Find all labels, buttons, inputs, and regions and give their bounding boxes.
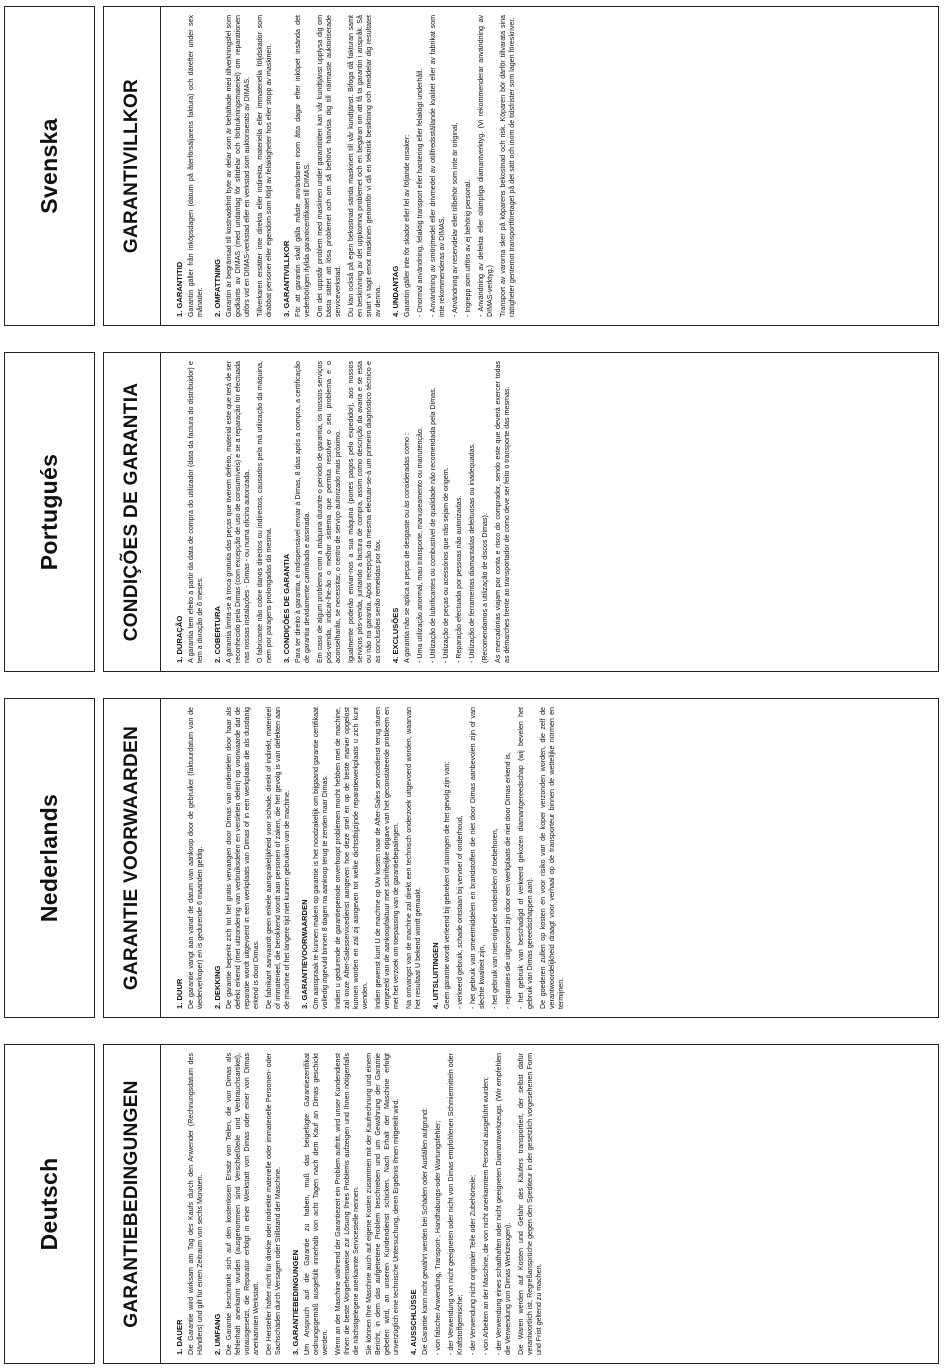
section-paragraph: De garantie vangt aan vanaf de datum van aankoop door de gebruiker (faktuurdatum van de wederverkoper) en is gedurende 6 maanden geldig.: [187, 707, 204, 1009]
section-paragraph: Der Hersteller haftet nicht für direkte oder indirekte materielle oder immaterielle Personen- oder Sachschäden durch Versagen oder Stillstand der Maschine.: [265, 1053, 282, 1355]
section-paragraph: - von falscher Anwendung, Transport-, Handhabungs-oder Wartungsfehler;: [434, 1120, 442, 1355]
section-paragraph: - Ingrepp som utförs av ej behörig personal.: [464, 179, 472, 317]
language-column: [4, 352, 939, 672]
section-heading: 2. DEKKING: [213, 965, 222, 1009]
section-heading: 3. GARANTIVILLKOR: [282, 240, 291, 317]
warranty-title: CONDIÇÕES DE GARANTIA: [104, 353, 161, 671]
section-paragraph: - verkeerd gebruik, schade ontstaan bij vervoer of onderhoud,: [456, 815, 464, 1009]
section-paragraph: O fabricante não cobre danos directos ou indirectos, causados pela má utilização da máquina, nem por paragens prolongadas da mesma.: [256, 361, 273, 663]
section-paragraph: As mercadorias viajam por conta e risco do comprador, sendo este que deverá exercer todas as démarches frente ao transportador de como deve ser feito o transporte das mesmas.: [494, 361, 511, 663]
section-paragraph: - het gebruik van beschadigd of verkeerd gekozen diamantgereedschap (wij bevelen het gebruik van Dimas gereedschappen aan).: [517, 707, 534, 1009]
section-paragraph: De garantie beperkt zich tot het gratis vervangen door Dimas van onderdelen door haar als defekt erkend (met uitzondering van verbruiksdelen en versleten delen) op voorwaarde dat de reparatie wordt uitgevoerd in een werkplaats van Dimas of in een werkplaats die als dusdanig erkend is door Dimas.: [225, 707, 260, 1009]
warranty-section: [282, 15, 383, 317]
section-paragraph: - Utilização de lubrificantes ou combustível de qualidade não recomendada pela Dimas.: [429, 387, 437, 663]
section-heading: 4. EXCLUSÕES: [391, 607, 400, 663]
section-paragraph: Igualmente poderão enviar-nos a sua máquina (portes pagos pelo expedidor), aos nossos serviços pós-venda, juntando a factura de compra, assim como descrição da avaria e se esta ou não na garantia. Após recepção da mesma efectuar-se-á um primeiro diagnóstico técnico e as conclusões serão remetidas por fax.: [347, 361, 382, 663]
warranty-section: [175, 361, 205, 663]
section-paragraph: Sie können Ihre Maschine auch auf eigene Kosten zusammen mit der Kaufrechnung und einem Bericht, in dem das aufgetretene Problem beschrieben und um Gewährung der Garantie gebeten wird, an unseren Kundendienst schicken. Nach Erhalt der Maschine erfolgt unverzüglich eine technische Untersuchung, deren Ergebnis Ihnen mitgeteilt wird.: [365, 1053, 400, 1355]
warranty-panel: [103, 352, 939, 672]
section-heading: 1. DAUER: [175, 1319, 184, 1355]
section-heading: 1. DURAÇÃO: [175, 615, 184, 663]
warranty-section: [431, 707, 566, 1009]
section-paragraph: - Reparação efectuada por pessoas não autorizadas.: [455, 495, 463, 663]
section-paragraph: För att garantin skall gälla måste användaren inom åtta dagar efter inköpet insända det vederbörligen ifyllda garanticertifikatet till DIMAS.: [294, 15, 311, 317]
section-paragraph: - Uma utilização anormal, mau transporte, manuseamento ou manutenção.: [416, 427, 424, 663]
section-paragraph: - het gebruik van smeermiddelen en brandstoffen die niet door Dimas aanbevolen zijn of van slechte kwaliteit zijn,: [469, 707, 486, 1009]
section-heading: 1. DUUR: [175, 978, 184, 1009]
warranty-section: [213, 15, 274, 317]
section-paragraph: De fabrikant aanvaardt geen enkele aansprakelijkheid voor schade, direkt of indirekt, materieel of immaterieel, die berokkend wordt aan personen of zaken, die het gevolg is van defekten aan de machine of het langere tijd niet kunnen gebruiken van de machine.: [265, 707, 291, 1009]
section-paragraph: - reparaties die uitgevoerd zijn door een werkplaats die niet door Dimas erkend is,: [504, 752, 512, 1009]
language-header: Nederlands: [4, 698, 95, 1018]
section-heading: 3. CONDIÇÕES DE GARANTIA: [282, 553, 291, 663]
section-heading: 2. UMFANG: [213, 1313, 222, 1355]
warranty-section: [175, 707, 205, 1009]
section-paragraph: Indien u gedurende de garantieperiode onverhoopt problemen mocht hebben met de machine, zal onze After-Salesservicedienst aangeven hoe deze snel en op de beste manier opgelost kunnen worden en zal zij aangeven tot welke dichtstbijzijnde reparatiewerkplaats u zich kunt wenden.: [334, 707, 369, 1009]
section-heading: 4. UITSLUITINGEN: [431, 942, 440, 1009]
language-header: Svenska: [4, 6, 95, 326]
warranty-section: [213, 1053, 283, 1355]
section-paragraph: A garantia não se aplica a peças de desgaste ou às consideradas como :: [403, 433, 411, 663]
warranty-panel: [103, 1044, 939, 1364]
section-paragraph: Garantin gäller från inköpsdagen (datum på återförsäljarens faktura) och därefter under sex månader.: [187, 15, 204, 317]
section-paragraph: (Recomendamos a utilização de discos Dimas).: [481, 513, 489, 663]
language-column: [4, 698, 939, 1018]
section-paragraph: Wenn an der Maschine während der Garantiezeit ein Problem auftritt, wird unser Kundendienst Ihnen die beste Vorgehensweise zur Lösung Ihres Problems aufzeigen und Ihnen nötigenfalls die nächstgelegene anerkannte Servicestelle nennen.: [334, 1053, 360, 1355]
section-paragraph: - Användning av defekta eller olämpliga diamantverktyg. (Vi rekommenderar användning av DIMAS-verktyg.): [477, 15, 494, 317]
section-paragraph: Transport av varorna sker på köparens bekostnad och risk. Köparen bör därför tillvarata sina rättigheter gentemot transportföretaget på det sätt och inom de tidsfrister som lagen föreskriver.: [499, 15, 516, 317]
warranty-section: [291, 1053, 401, 1355]
warranty-section: [213, 707, 292, 1009]
section-heading: 2. COBERTURA: [213, 606, 222, 663]
section-paragraph: Para ter direito à garantia, é indispensável enviar à Dimas, 8 dias após a compra, a certificação de garantia devidamente carimbada e assinada.: [294, 361, 311, 663]
warranty-section: [282, 361, 383, 663]
section-heading: 4. UNDANTAG: [391, 265, 400, 317]
section-paragraph: Indien gewenst kunt U de machine op Uw kosten naar de After-Sales servicedienst terug sturen vergezeld van de aankoopfaktuur met schriftelijke opgave van het geconstateerde probleem en met het verzoek om toepassing van de garantiebepalingen.: [374, 707, 400, 1009]
section-heading: 4. AUSSCHLÜSSE: [409, 1289, 418, 1355]
section-heading: 1. GARANTITID: [175, 261, 184, 317]
warranty-section: [175, 15, 205, 317]
warranty-section: [391, 361, 512, 663]
warranty-panel: [103, 6, 939, 326]
section-paragraph: - der Verwendung nicht originaler Teile oder Zubehörteile;: [469, 1174, 477, 1355]
warranty-section: [300, 707, 423, 1009]
section-paragraph: - Användning av reservdelar eller tillbehör som inte är original.: [451, 122, 459, 317]
section-paragraph: - Onormal användning, felaktig transport eller hantering eller felaktigt underhåll.: [416, 68, 424, 317]
warranty-section: [213, 361, 274, 663]
section-paragraph: - Utilização de ferramentas diamantadas defeituosas ou inadequadas.: [468, 442, 476, 663]
warranty-title: GARANTIEBEDINGUNGEN: [104, 1045, 161, 1363]
warranty-section: [391, 15, 517, 317]
section-paragraph: - het gebruik van niet-originele onderdelen of toebehoren,: [491, 828, 499, 1009]
section-paragraph: Om det uppstår problem med maskinen under garantitiden kan vår kundtjänst upplysa dig om bästa sättet att lösa problemet och om så behövs hänvisa dig till närmaste auktoriserade serviceverkstad.: [316, 15, 342, 317]
warranty-section: [175, 1053, 205, 1355]
section-paragraph: Um Anspruch auf die Garantie zu haben, muß das beigefügte Garantiezertifikat ordnungsgemäß ausgefüllt innerhalb von acht Tagen nach dem Kauf an Dimas geschickt werden.: [303, 1053, 329, 1355]
warranty-title: GARANTIVILLKOR: [104, 7, 161, 325]
language-column: [4, 1044, 939, 1364]
section-paragraph: Die Garantie beschränkt sich auf den kostenlosen Ersatz von Teilen, die von Dimas als fehlerhaft anerkannt wurden (ausgenommen sind Verschleißteile und Verbrauchsartikel), vorausgesetzt, die Reparatur erfolgt in einer Werkstatt von Dimas oder einer von Dimas anerkannten Werkstatt.: [225, 1053, 260, 1355]
language-header: Portugués: [4, 352, 95, 672]
section-paragraph: - Användning av smörjmedel eller drivmedel av otillfredsställande kvalitet eller av fabrikat som inte rekommenderas av DIMAS.: [429, 15, 446, 317]
language-column: [4, 6, 939, 326]
language-header: Deutsch: [4, 1044, 95, 1364]
section-paragraph: - Utilização de peças ou acessórios que não sejam de origem.: [442, 467, 450, 663]
section-paragraph: Om aanspraak te kunnen maken op garantie is het noodzakelijk om bijgaand garantie certifikaat volledig ingevuld binnen 8 dagen na aankoop terug te zenden naar Dimas.: [312, 707, 329, 1009]
section-paragraph: A garantia tem efeito a partir da data de compra do utilizador (data da factura do distribuidor) e tem a duração de 6 meses.: [187, 361, 204, 663]
section-paragraph: Die Garantie kann nicht gewährt werden bei Schäden oder Ausfällen aufgrund:: [421, 1108, 429, 1355]
section-paragraph: Geen garantie wordt verleend bij gebreken of storingen die het gevolg zijn van:: [443, 761, 451, 1009]
section-paragraph: Du kan också på egen bekostnad sända maskinen till vår kundtjänst. Bifoga då fakturan samt en beskrivning av det uppkomna problemet och en begäran om att få ta garantin i anspråk. Så snart vi tagit emot maskinen genomför vi då en teknisk besiktning och meddelar dig resultatet av denna.: [347, 15, 382, 317]
warranty-panel: [103, 698, 939, 1018]
section-paragraph: De goederen zullen op kosten en voor risiko van de koper verzonden worden, die zelf de verantwoordelijkheid draagt voor verhaal op de transporteur binnen de wettelijke normen en termijnen.: [539, 707, 565, 1009]
section-heading: 3. GARANTIEBEDINGUNGEN: [291, 1249, 300, 1355]
section-paragraph: Em caso de algum problema com a máquina durante o período de garantia, os nossos serviços pós-venda, indicar-lhe-ão o melhor sistema que permita resolver o seu problema e o aconselharão, se necessitar, o centro de serviço autorizado mais próximo.: [316, 361, 342, 663]
section-paragraph: - der Verwendung von nicht geeigneten oder nicht von Dimas empfohlenen Schmiermitteln oder Kraftstoffgemische;: [447, 1053, 464, 1355]
section-paragraph: Die Garantie wird wirksam am Tag des Kaufs durch den Anwender (Rechnungsdatum des Händlers) und gilt für einen Zeitraum von sechs Monaten.: [187, 1053, 204, 1355]
section-paragraph: Na ontvangst van de machine zal direkt een technisch onderzoek uitgevoerd worden, waarvan het resultaat U bekend wordt gemaakt.: [405, 707, 422, 1009]
warranty-title: GARANTIE VOORWAARDEN: [104, 699, 161, 1017]
section-heading: 3. GARANTIEVOORWAARDEN: [300, 899, 309, 1009]
section-paragraph: - der Verwendung eines schadhaften oder nicht geeigneten Diamantwerkzeugs. (Wir empfehlen die Verwendung von Dimas Werkzeugen).: [495, 1053, 512, 1355]
section-paragraph: Tillverkaren ersätter inte direkta eller indirekta, materiella eller immateriella följdskador som drabbat personer eller egendom som följd av felaktigheter hos eller stopp av maskinen.: [256, 15, 273, 317]
section-paragraph: Garantin är begränsad till kostnadsfritt byte av delar som är behäftade med tillverkningsfel som godkänts av DIMAS (med undantag för slitdelar och förbrukningsmateriel) om reparationen utförs vid en DIMAS-verkstad eller en verkstad som auktoriserats av DIMAS.: [225, 15, 251, 317]
section-paragraph: - von Arbeiten an der Maschine, die von nicht anerkanntem Personal ausgeführt wurden;: [482, 1076, 490, 1355]
section-paragraph: Garantin gäller inte för skador eller fel av följande orsaker:: [403, 134, 411, 317]
section-paragraph: A garantia limita-se à troca gratuita das peças que tiverem defeito, material este que terá de ser reconhecido pela Dimas (com excepção de uso de consumíveis) e se a reparação for efectuada nas nossas instalações - Dimas - ou numa oficina autorizada.: [225, 361, 251, 663]
section-heading: 2. OMFATTNING: [213, 258, 222, 317]
warranty-section: [409, 1053, 544, 1355]
section-paragraph: Die Waren werden auf Kosten und Gefahr des Käufers transportiert, der selbst dafür verantwortlich ist, Regreßansprüche gegen den Spediteur in der gesetzlich vorgesehenen Form und Frist geltend zu machen.: [517, 1053, 543, 1355]
